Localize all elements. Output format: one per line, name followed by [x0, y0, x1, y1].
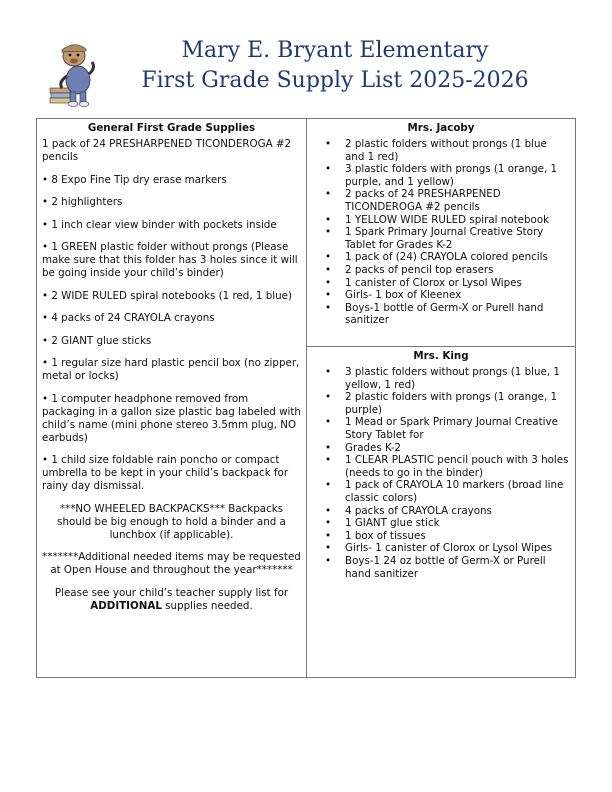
- general-item: • 1 regular size hard plastic pencil box (no zipper, metal or locks): [42, 357, 300, 382]
- king-heading: Mrs. King: [413, 350, 469, 362]
- jacoby-item: • Boys-1 bottle of Germ-X or Purell hand sanitizer: [313, 302, 569, 327]
- general-item: • 1 GREEN plastic folder without prongs (Please make sure that this folder has 3 holes since it will be going inside your child’s binder): [42, 241, 298, 279]
- general-item: • 1 child size foldable rain poncho or compact umbrella to be kept in your child’s backpack for rainy day dismissal.: [42, 454, 289, 492]
- general-item: 1 pack of 24 PRESHARPENED TICONDEROGA #2 pencils: [42, 138, 292, 163]
- king-section: [307, 347, 575, 677]
- jacoby-item: • 1 pack of (24) CRAYOLA colored pencils: [313, 251, 569, 264]
- jacoby-section: [307, 119, 575, 347]
- teacher-list-note: [42, 587, 301, 613]
- king-item: • 1 GIANT glue stick: [313, 517, 569, 530]
- general-item: • 2 WIDE RULED spiral notebooks (1 red, 1 blue): [42, 289, 292, 302]
- general-item: • 2 highlighters: [42, 196, 123, 208]
- backpack-note: ***NO WHEELED BACKPACKS*** Backpacks should be big enough to hold a binder and a lunchbox (if applicable).: [57, 502, 286, 541]
- general-item: • 4 packs of 24 CRAYOLA crayons: [42, 312, 215, 324]
- king-item: • 1 CLEAR PLASTIC pencil pouch with 3 holes (needs to go in the binder): [313, 454, 569, 479]
- bulldog-mascot-icon: [48, 38, 100, 108]
- king-item: • 1 box of tissues: [313, 530, 569, 543]
- jacoby-item: • 2 packs of pencil top erasers: [313, 264, 569, 277]
- king-item: • Boys-1 24 oz bottle of Germ-X or Purell hand sanitizer: [313, 555, 569, 580]
- general-item: • 2 GIANT glue sticks: [42, 334, 152, 347]
- teacher-lists-column: [307, 119, 575, 677]
- jacoby-item: • 1 canister of Clorox or Lysol Wipes: [313, 277, 569, 290]
- general-supplies-heading: General First Grade Supplies: [87, 122, 256, 134]
- general-item: • 1 computer headphone removed from packaging in a gallon size plastic bag labeled with child’s name (mini phone stereo 3.5mm plug, NO earbuds): [42, 392, 301, 444]
- king-list: [313, 366, 569, 580]
- teacher-note-prefix: Please see your child’s teacher supply list for: [54, 586, 289, 599]
- jacoby-item: • 3 plastic folders with prongs (1 orange, 1 purple, and 1 yellow): [313, 163, 569, 188]
- jacoby-item: • 1 YELLOW WIDE RULED spiral notebook: [313, 214, 569, 227]
- jacoby-item: • 2 packs of 24 PRESHARPENED TICONDEROGA #2 pencils: [313, 188, 569, 213]
- supply-table: [36, 118, 576, 678]
- jacoby-list: [313, 138, 569, 327]
- additional-items-note: *******Additional needed items may be requested at Open House and throughout the year*******: [42, 551, 301, 576]
- page-title: [100, 36, 570, 96]
- jacoby-item: • Girls- 1 box of Kleenex: [313, 289, 569, 302]
- jacoby-heading: Mrs. Jacoby: [407, 122, 475, 134]
- list-title: First Grade Supply List 2025-2026: [141, 68, 529, 93]
- teacher-note-suffix: supplies needed.: [165, 599, 253, 612]
- jacoby-item: • 2 plastic folders without prongs (1 blue and 1 red): [313, 138, 569, 163]
- king-item: • Girls- 1 canister of Clorox or Lysol Wipes: [313, 542, 569, 555]
- school-name: Mary E. Bryant Elementary: [181, 38, 489, 63]
- king-item: • 1 Mead or Spark Primary Journal Creative Story Tablet for: [313, 416, 569, 441]
- king-item: • 2 plastic folders with prongs (1 orange, 1 purple): [313, 391, 569, 416]
- jacoby-item: • 1 Spark Primary Journal Creative Story Tablet for Grades K-2: [313, 226, 569, 251]
- king-item: • 4 packs of CRAYOLA crayons: [313, 505, 569, 518]
- king-item: • Grades K-2: [313, 442, 569, 455]
- general-item: • 1 inch clear view binder with pockets inside: [42, 218, 277, 231]
- general-supplies-section: [37, 119, 307, 677]
- king-item: • 3 plastic folders without prongs (1 blue, 1 yellow, 1 red): [313, 366, 569, 391]
- general-item: • 8 Expo Fine Tip dry erase markers: [42, 173, 227, 186]
- teacher-note-bold: ADDITIONAL: [90, 599, 162, 612]
- king-item: • 1 pack of CRAYOLA 10 markers (broad line classic colors): [313, 479, 569, 504]
